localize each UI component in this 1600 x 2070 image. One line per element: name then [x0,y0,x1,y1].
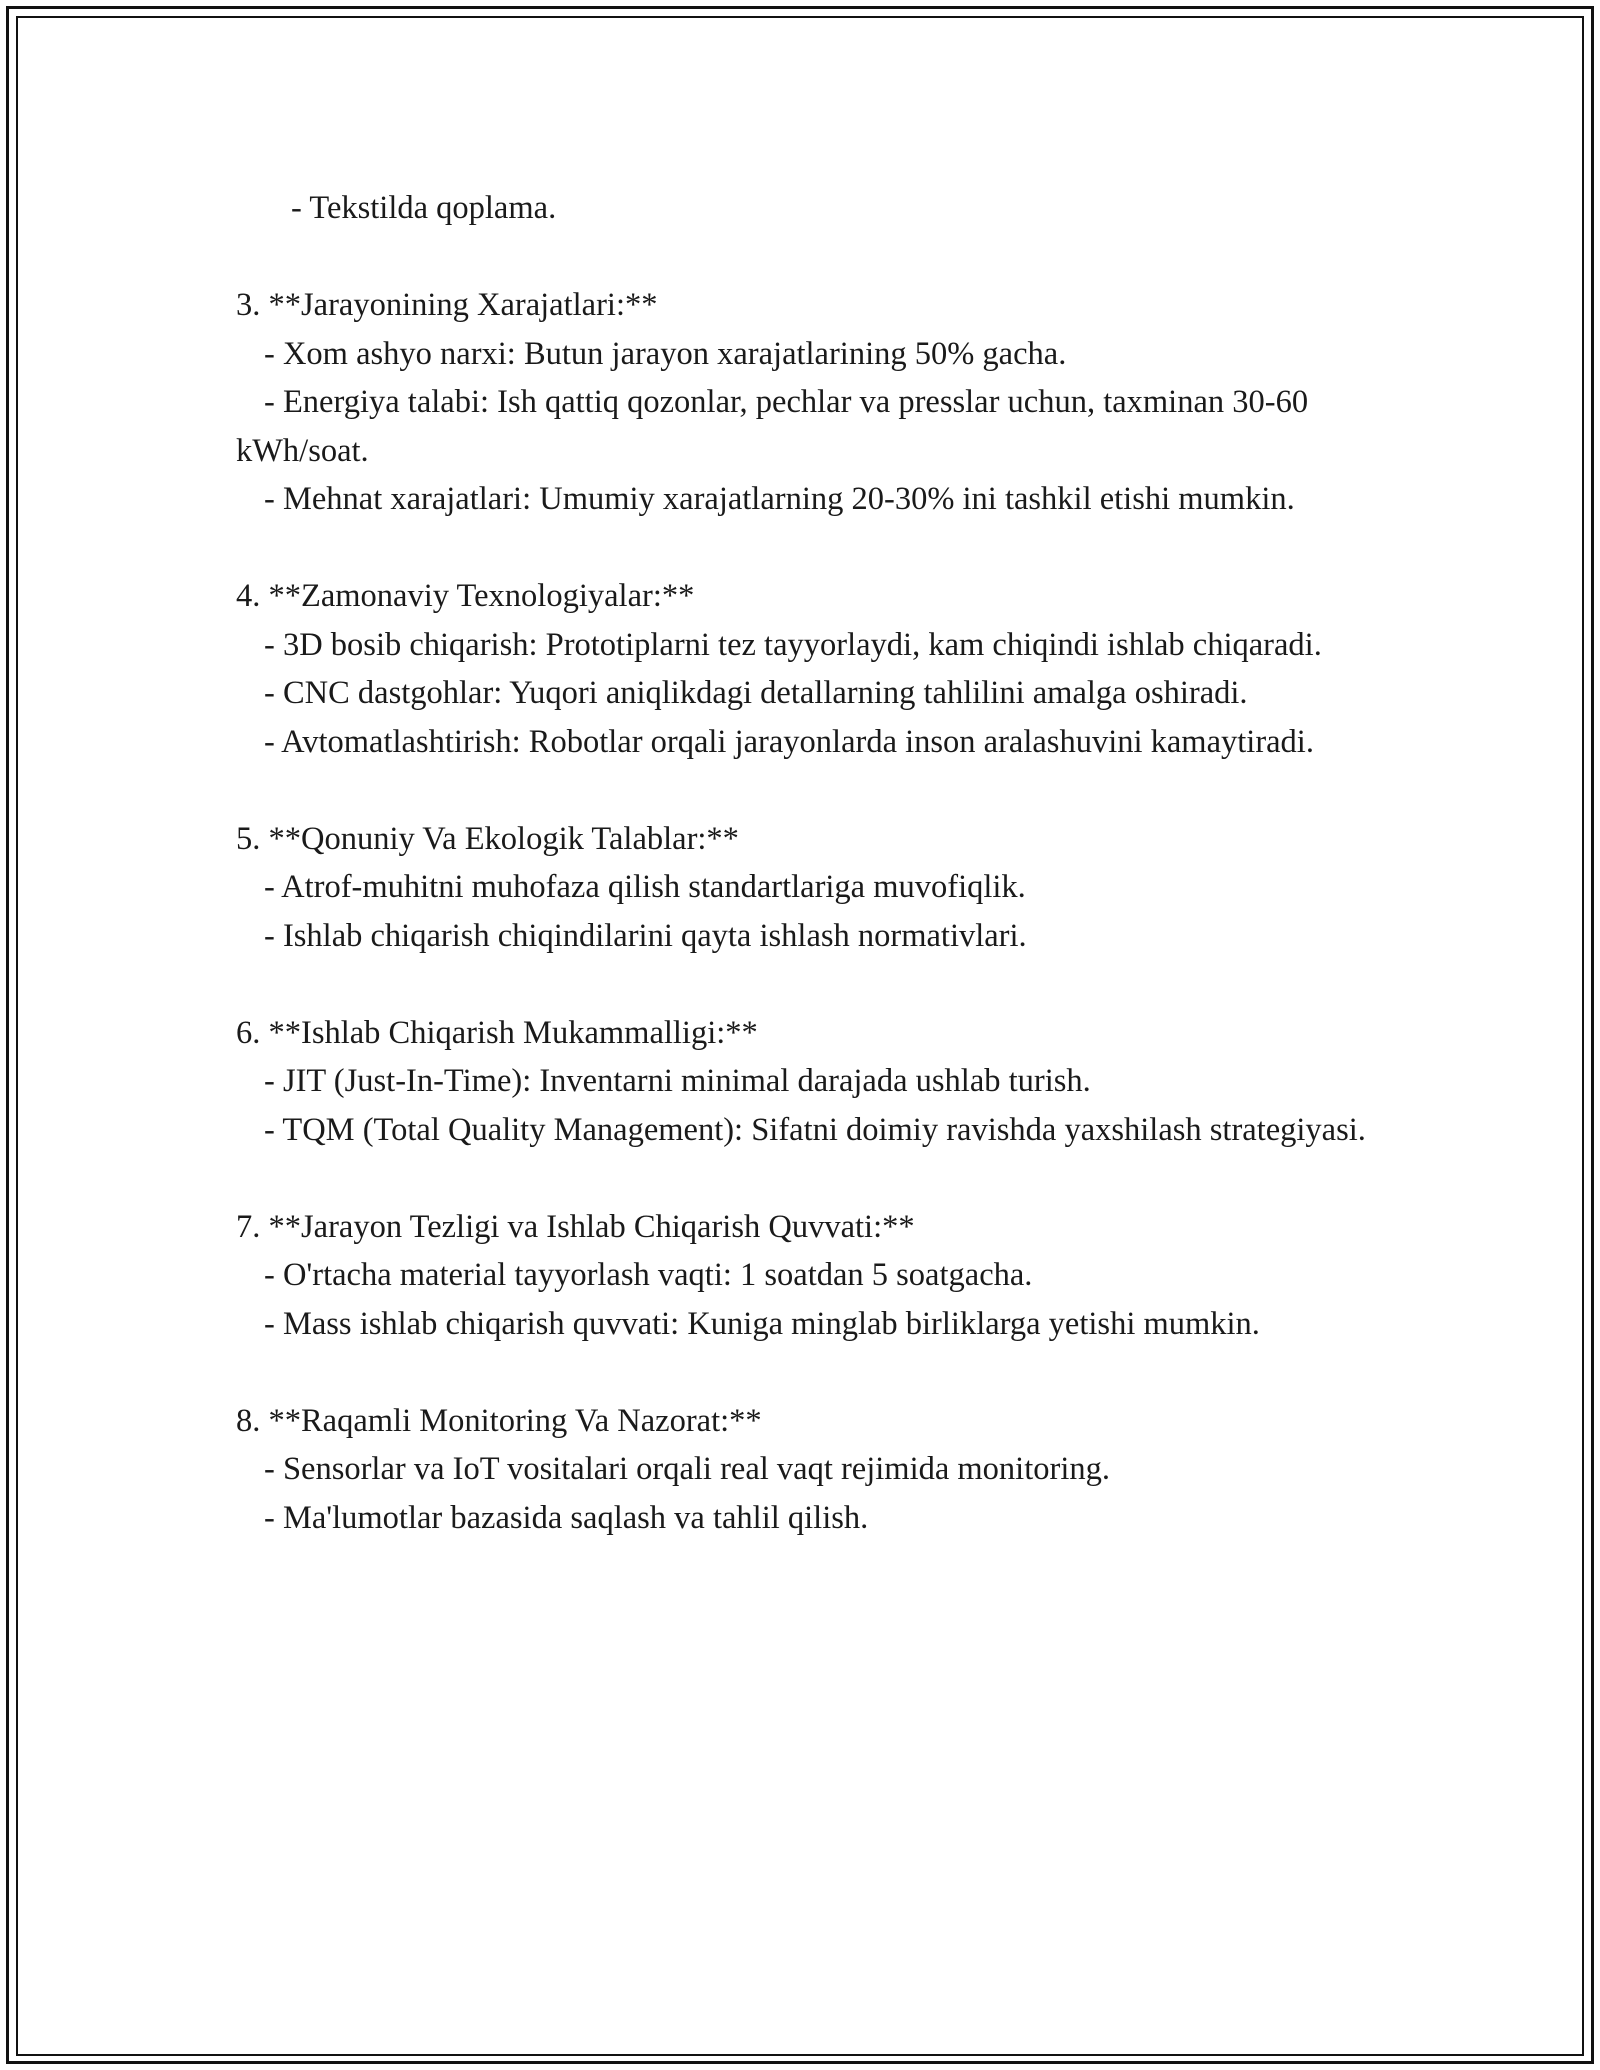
list-item [236,1300,1386,1349]
list-item-text: - JIT (Just-In-Time): Inventarni minimal darajada ushlab turish. [264,1063,1091,1099]
list-item-text: - Ishlab chiqarish chiqindilarini qayta ishlash normativlari. [264,917,1027,954]
list-item-text: - Mass ishlab chiqarish quvvati: Kuniga minglab birliklarga yetishi mumkin. [264,1305,1260,1342]
list-item [236,1251,1386,1300]
list-item [236,378,1386,475]
section-heading: 7. **Jarayon Tezligi va Ishlab Chiqarish Quvvati:** [236,1208,915,1245]
section-heading: 4. **Zamonaviy Texnologiyalar:** [236,578,695,614]
list-item [236,1494,1386,1543]
section-heading: 6. **Ishlab Chiqarish Mukammalligi:** [236,1014,758,1051]
list-item-text: - Mehnat xarajatlari: Umumiy xarajatlarning 20-30% ini tashkil etishi mumkin. [264,481,1295,517]
document-body [236,184,1386,1542]
list-item-text: - Xom ashyo narxi: Butun jarayon xarajatlarining 50% gacha. [264,335,1067,372]
list-item [236,1106,1386,1155]
section-4 [236,572,1386,766]
section-heading: 3. **Jarayonining Xarajatlari:** [236,287,658,323]
list-item-text: - Tekstilda qoplama. [291,190,557,226]
list-item [236,621,1386,670]
section-3 [236,281,1386,524]
list-item [236,475,1386,524]
section-heading: 8. **Raqamli Monitoring Va Nazorat:** [236,1402,762,1439]
section-heading: 5. **Qonuniy Va Ekologik Talablar:** [236,820,739,857]
list-item [236,1057,1386,1106]
section-8 [236,1397,1386,1543]
list-item [236,330,1386,379]
list-item [236,718,1386,767]
list-item-text: - O'rtacha material tayyorlash vaqti: 1 soatdan 5 soatgacha. [264,1257,1033,1293]
list-item-text: - TQM (Total Quality Management): Sifatni doimiy ravishda yaxshilash strategiyasi. [264,1111,1366,1148]
section-5 [236,815,1386,961]
list-item [236,912,1386,961]
list-item [236,184,1386,233]
list-item-text: - Energiya talabi: Ish qattiq qozonlar, pechlar va presslar uchun, taxminan 30-60 kWh/soat. [236,384,1309,469]
continued-list [236,184,1386,233]
list-item-text: - CNC dastgohlar: Yuqori aniqlikdagi detallarning tahlilini amalga oshiradi. [264,675,1248,711]
list-item-text: - Sensorlar va IoT vositalari orqali real vaqt rejimida monitoring. [264,1451,1110,1487]
list-item-text: - Atrof-muhitni muhofaza qilish standartlariga muvofiqlik. [264,869,1026,905]
list-item-text: - 3D bosib chiqarish: Prototiplarni tez tayyorlaydi, kam chiqindi ishlab chiqaradi. [264,626,1322,663]
section-7 [236,1203,1386,1349]
list-item-text: - Avtomatlashtirish: Robotlar orqali jarayonlarda inson aralashuvini kamaytiradi. [264,723,1314,760]
list-item-text: - Ma'lumotlar bazasida saqlash va tahlil qilish. [264,1499,869,1536]
list-item [236,669,1386,718]
list-item [236,863,1386,912]
section-6 [236,1009,1386,1155]
list-item [236,1445,1386,1494]
